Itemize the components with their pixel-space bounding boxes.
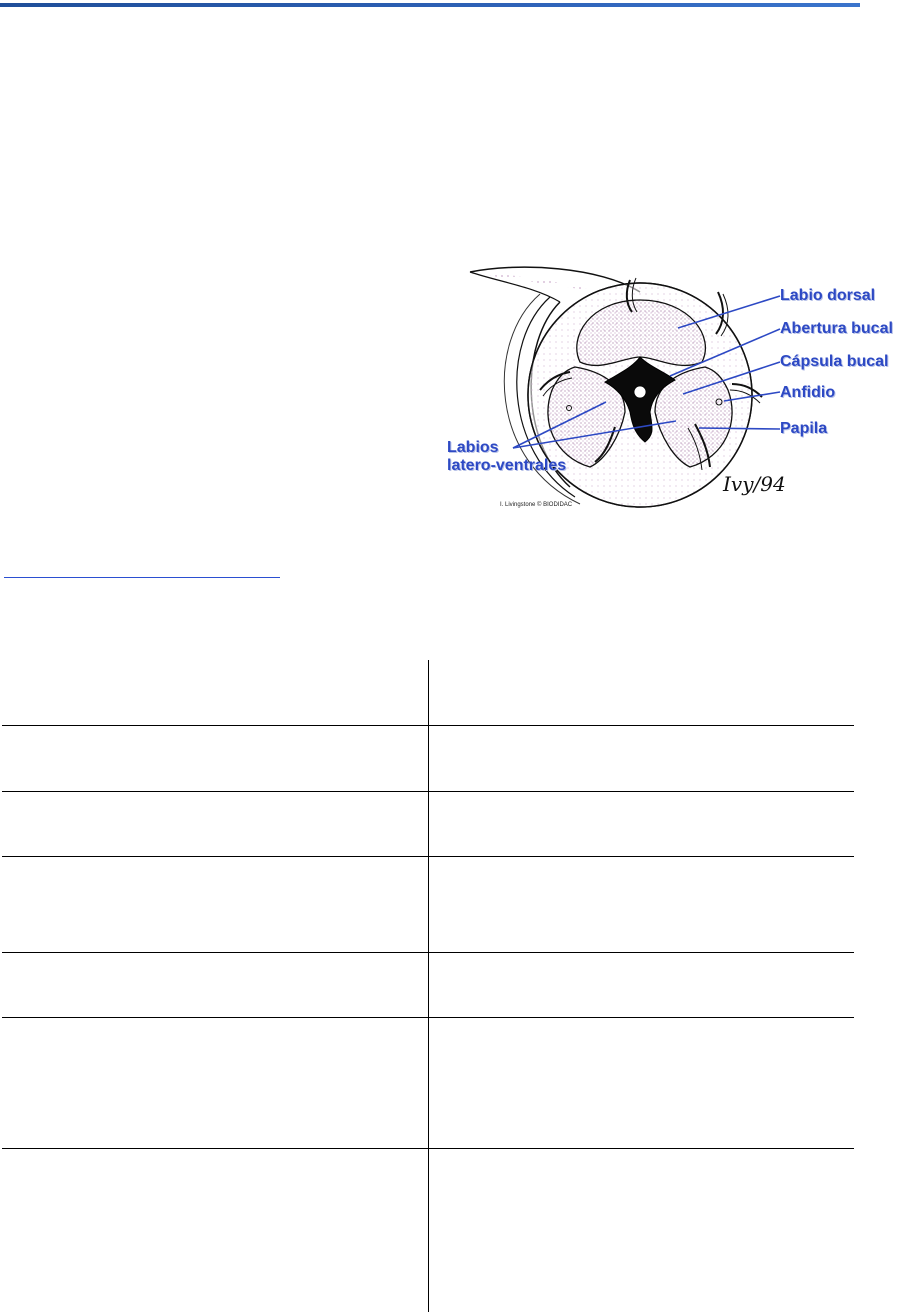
table-row-rule <box>2 1017 854 1018</box>
table-column-divider <box>428 660 429 1312</box>
label-latero-ventrales: latero-ventrales <box>447 457 567 474</box>
table-row-rule <box>2 1148 854 1149</box>
label-capsula-bucal: Cápsula bucal <box>780 353 889 370</box>
artist-signature: Ivy/94 <box>723 472 786 496</box>
label-papila: Papila <box>780 420 828 437</box>
figure-credit: I. Livingstone © BIODIDAC <box>500 502 573 508</box>
table-row-rule <box>2 952 854 953</box>
label-labios: Labios <box>447 439 499 456</box>
table-row-rule <box>2 725 854 726</box>
nematode-mouth-figure <box>440 262 910 520</box>
label-abertura-bucal: Abertura bucal <box>780 320 893 337</box>
label-labio-dorsal: Labio dorsal <box>780 287 876 304</box>
comparison-table <box>0 660 911 1314</box>
table-row-rule <box>2 791 854 792</box>
hyperlink-underline[interactable] <box>4 577 280 578</box>
header-rule <box>0 3 860 7</box>
table-row-rule <box>2 856 854 857</box>
label-anfidio: Anfidio <box>780 384 836 401</box>
